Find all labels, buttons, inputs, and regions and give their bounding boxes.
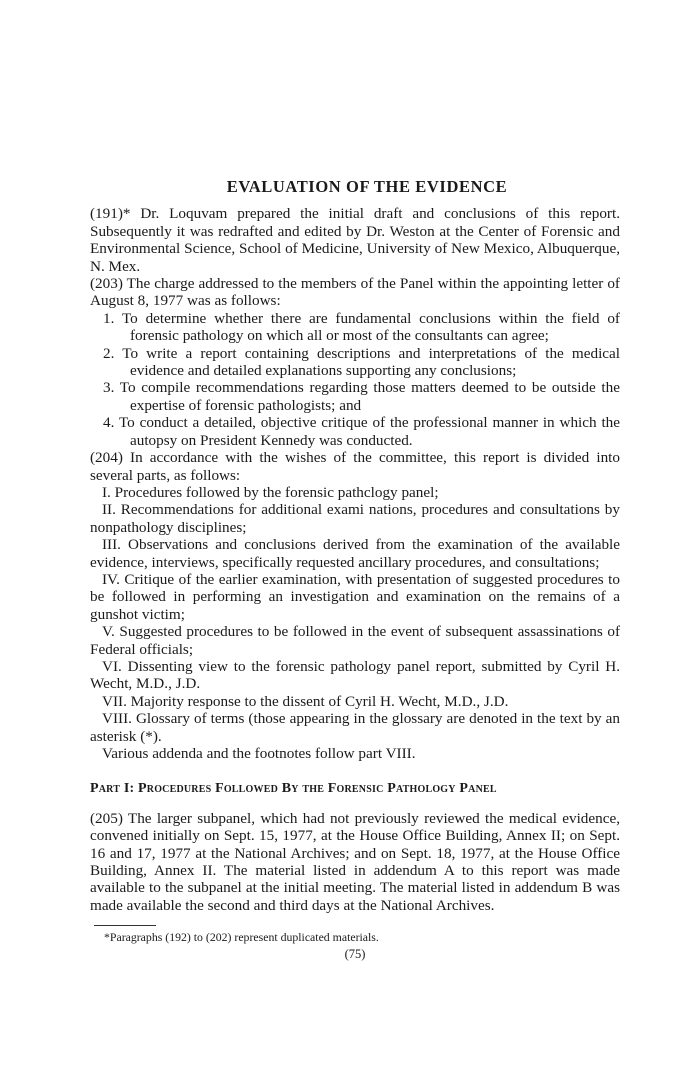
charge-item: 4. To conduct a detailed, objective critique of the professional manner in which the autopsy on President Kennedy was conducted.	[103, 414, 620, 449]
part-entry: VII. Majority response to the dissent of Cyril H. Wecht, M.D., J.D.	[102, 692, 509, 710]
charge-list	[90, 310, 620, 449]
part-entry: VIII. Glossary of terms (those appearing in the glossary are denoted in the text by an asterisk (*).	[90, 710, 620, 745]
charge-item: 1. To determine whether there are fundamental conclusions within the field of forensic pathology on which all or most of the consultants can agree;	[103, 309, 620, 345]
charge-item: 2. To write a report containing descriptions and interpretations of the medical evidence and detailed explanations supporting any conclusions;	[103, 344, 620, 380]
part-entry: V. Suggested procedures to be followed in the event of subsequent assassinations of Federal officials;	[90, 623, 620, 658]
paragraph-204: (204) In accordance with the wishes of the committee, this report is divided into several parts, as follows:	[90, 449, 620, 484]
part-entry: III. Observations and conclusions derived from the examination of the available evidence, interviews, specifically requested ancillary procedures, and consultations;	[90, 536, 620, 571]
part-entry: II. Recommendations for additional exami nations, procedures and consultations by nonpathology disciplines;	[90, 501, 620, 536]
paragraph-191: (191)* Dr. Loquvam prepared the initial draft and conclusions of this report. Subsequently it was redrafted and edited by Dr. Weston at the Center of Forensic and Environmental Science, School of Medicine, University of New Mexico, Albuquerque, N. Mex.	[90, 205, 620, 275]
parts-list	[90, 484, 620, 745]
charge-item: 3. To compile recommendations regarding those matters deemed to be outside the expertise of forensic pathologists; and	[103, 379, 620, 414]
part-one-heading: Part I: Procedures Followed By the Forensic Pathology Panel	[90, 781, 497, 797]
footnote-divider	[94, 925, 156, 926]
paragraph-203: (203) The charge addressed to the members of the Panel within the appointing letter of August 8, 1977 was as follows:	[90, 275, 620, 310]
page-number: (75)	[344, 947, 366, 962]
part-entry: IV. Critique of the earlier examination, with presentation of suggested procedures to be followed in performing an investigation and examination on the remains of a gunshot victim;	[90, 570, 620, 623]
paragraph-205: (205) The larger subpanel, which had not previously reviewed the medical evidence, convened initially on Sept. 15, 1977, at the House Office Building, Annex II; on Sept. 16 and 17, 1977 at the National Archives; and on Sept. 18, 1977, at the House Office Building, Annex II. The material listed in addendum A to this report was made available to the subpanel at the initial meeting. The material listed in addendum B was made available the second and third days at the National Archives.	[90, 809, 620, 914]
page-title: EVALUATION OF THE EVIDENCE	[226, 177, 508, 196]
footnote: *Paragraphs (192) to (202) represent duplicated materials.	[104, 930, 379, 945]
page-content	[90, 178, 620, 964]
addenda-note: Various addenda and the footnotes follow part VIII.	[102, 745, 416, 762]
part-entry: I. Procedures followed by the forensic pathclogy panel;	[102, 483, 439, 501]
part-entry: VI. Dissenting view to the forensic pathology panel report, submitted by Cyril H. Wecht, M.D., J.D.	[90, 657, 620, 693]
